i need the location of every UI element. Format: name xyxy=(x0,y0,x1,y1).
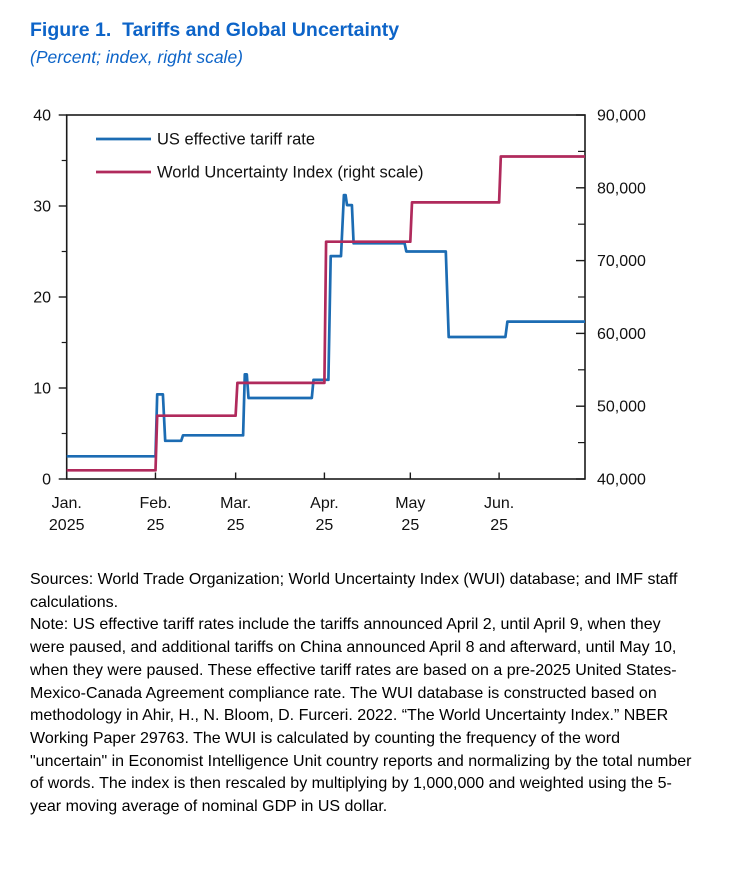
note-text: Note: US effective tariff rates include the tariffs announced April 2, until April 9, when they were paused, and additional tariffs on China announced April 8 and afterward, until May 10, when they were paused. These effective tariff rates are based on a pre-2025 United States-Mexico-Canada Agreement compliance rate. The WUI database is constructed based on methodology in Ahir, H., N. Bloom, D. Furceri. 2022. “The World Uncertainty Index.” NBER Working Paper 29763. The WUI is calculated by counting the frequency of the word "uncertain" in Economist Intelligence Unit country reports and normalizing by the total number of words. The index is then rescaled by multiplying by 1,000,000 and weighted using the 5-year moving average of nominal GDP in US dollar. xyxy=(30,616,692,816)
y-left-tick-label: 0 xyxy=(42,471,51,489)
x-tick-label-month: Jan. xyxy=(51,495,82,512)
y-right-tick-label: 70,000 xyxy=(597,253,646,271)
y-left-tick-label: 10 xyxy=(33,380,51,398)
x-tick-label-year: 2025 xyxy=(48,517,85,534)
x-tick-label-month: Apr. xyxy=(310,495,339,512)
x-tick-label-month: May xyxy=(395,495,426,512)
x-tick-label-month: Mar. xyxy=(220,495,252,512)
x-tick-label-month: Jun. xyxy=(483,495,515,512)
y-left-tick-label: 30 xyxy=(33,198,51,216)
y-right-tick-label: 90,000 xyxy=(597,107,646,125)
figure-title: Figure 1. Tariffs and Global Uncertainty xyxy=(30,19,400,41)
y-right-tick-label: 40,000 xyxy=(597,471,646,489)
x-tick-label-year: 25 xyxy=(315,517,334,534)
x-tick-label-month: Feb. xyxy=(139,495,172,512)
y-right-tick-label: 50,000 xyxy=(597,398,646,416)
x-tick-label-year: 25 xyxy=(401,517,420,534)
x-tick-label-year: 25 xyxy=(146,517,165,534)
series-line-world-uncertainty-index xyxy=(67,157,585,471)
x-tick-label-year: 25 xyxy=(226,517,245,534)
y-left-tick-label: 40 xyxy=(33,107,51,125)
x-tick-label-year: 25 xyxy=(490,517,508,534)
figure-subtitle: (Percent; index, right scale) xyxy=(30,47,244,67)
figure-notes xyxy=(30,569,692,819)
sources-text: Sources: World Trade Organization; World Uncertainty Index (WUI) database; and IMF staff calculations. xyxy=(30,571,678,611)
legend-label-0: US effective tariff rate xyxy=(157,130,316,149)
y-right-tick-label: 60,000 xyxy=(597,325,646,343)
y-left-tick-label: 20 xyxy=(33,289,51,307)
y-right-tick-label: 80,000 xyxy=(597,180,646,198)
legend-label-1: World Uncertainty Index (right scale) xyxy=(157,163,424,182)
